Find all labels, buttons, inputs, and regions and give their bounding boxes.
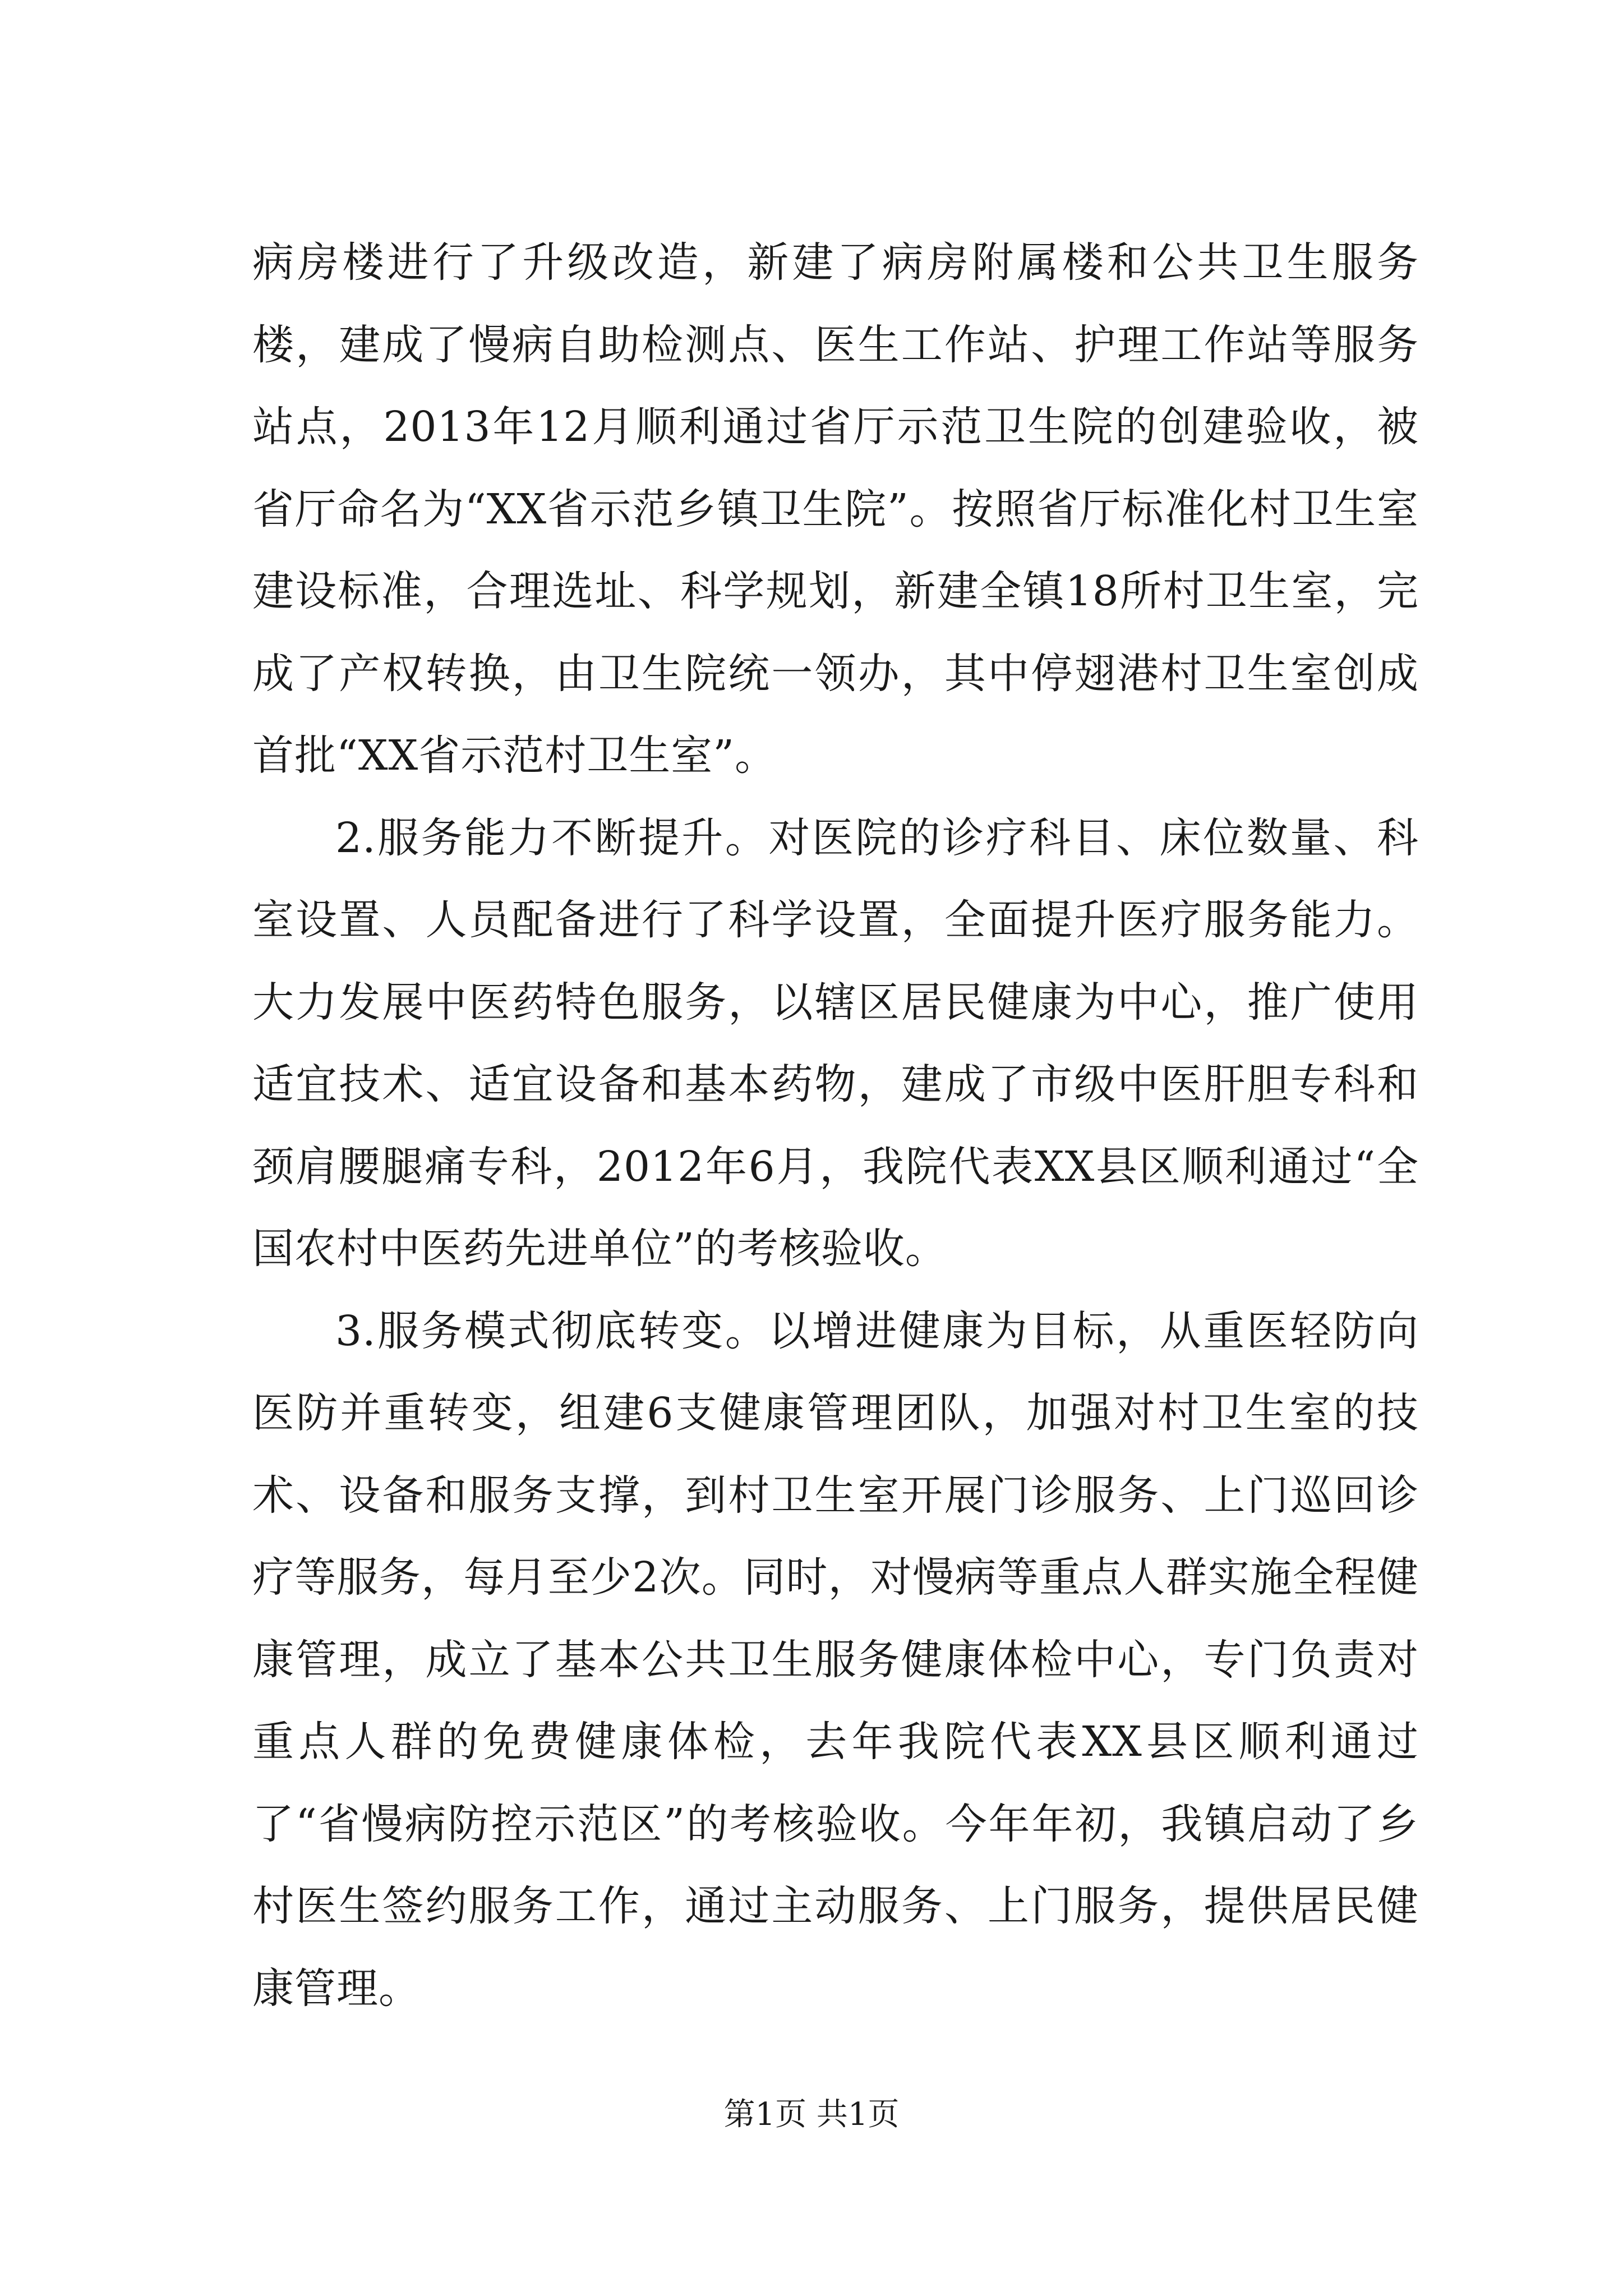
paragraph-service-model: 3.服务模式彻底转变。以增进健康为目标，从重医轻防向医防并重转变，组建6支健康管理团队，加强对村卫生室的技术、设备和服务支撑，到村卫生室开展门诊服务、上门巡回诊疗等服务，每月至少2次。同时，对慢病等重点人群实施全程健康管理，成立了基本公共卫生服务健康体检中心，专门负责对重点人群的免费健康体检，去年我院代表XX县区顺利通过了“省慢病防控示范区”的考核验收。今年年初，我镇启动了乡村医生签约服务工作，通过主动服务、上门服务，提供居民健康管理。 bbox=[252, 1306, 1419, 2013]
paragraph-service-capacity: 2.服务能力不断提升。对医院的诊疗科目、床位数量、科室设置、人员配备进行了科学设置，全面提升医疗服务能力。大力发展中医药特色服务，以辖区居民健康为中心，推广使用适宜技术、适宜设备和基本药物，建成了市级中医肝胆专科和颈肩腰腿痛专科，2012年6月，我院代表XX县区顺利通过“全国农村中医药先进单位”的考核验收。 bbox=[252, 813, 1419, 1273]
paragraph-facility-upgrade: 病房楼进行了升级改造，新建了病房附属楼和公共卫生服务楼，建成了慢病自助检测点、医生工作站、护理工作站等服务站点，2013年12月顺利通过省厅示范卫生院的创建验收，被省厅命名为“XX省示范乡镇卫生院”。按照省厅标准化村卫生室建设标准，合理选址、科学规划，新建全镇18所村卫生室，完成了产权转换，由卫生院统一领办，其中停翅港村卫生室创成首批“XX省示范村卫生室”。 bbox=[252, 238, 1419, 780]
document-body bbox=[252, 222, 1419, 2030]
page-footer: 第1页 共1页 bbox=[723, 2096, 900, 2133]
